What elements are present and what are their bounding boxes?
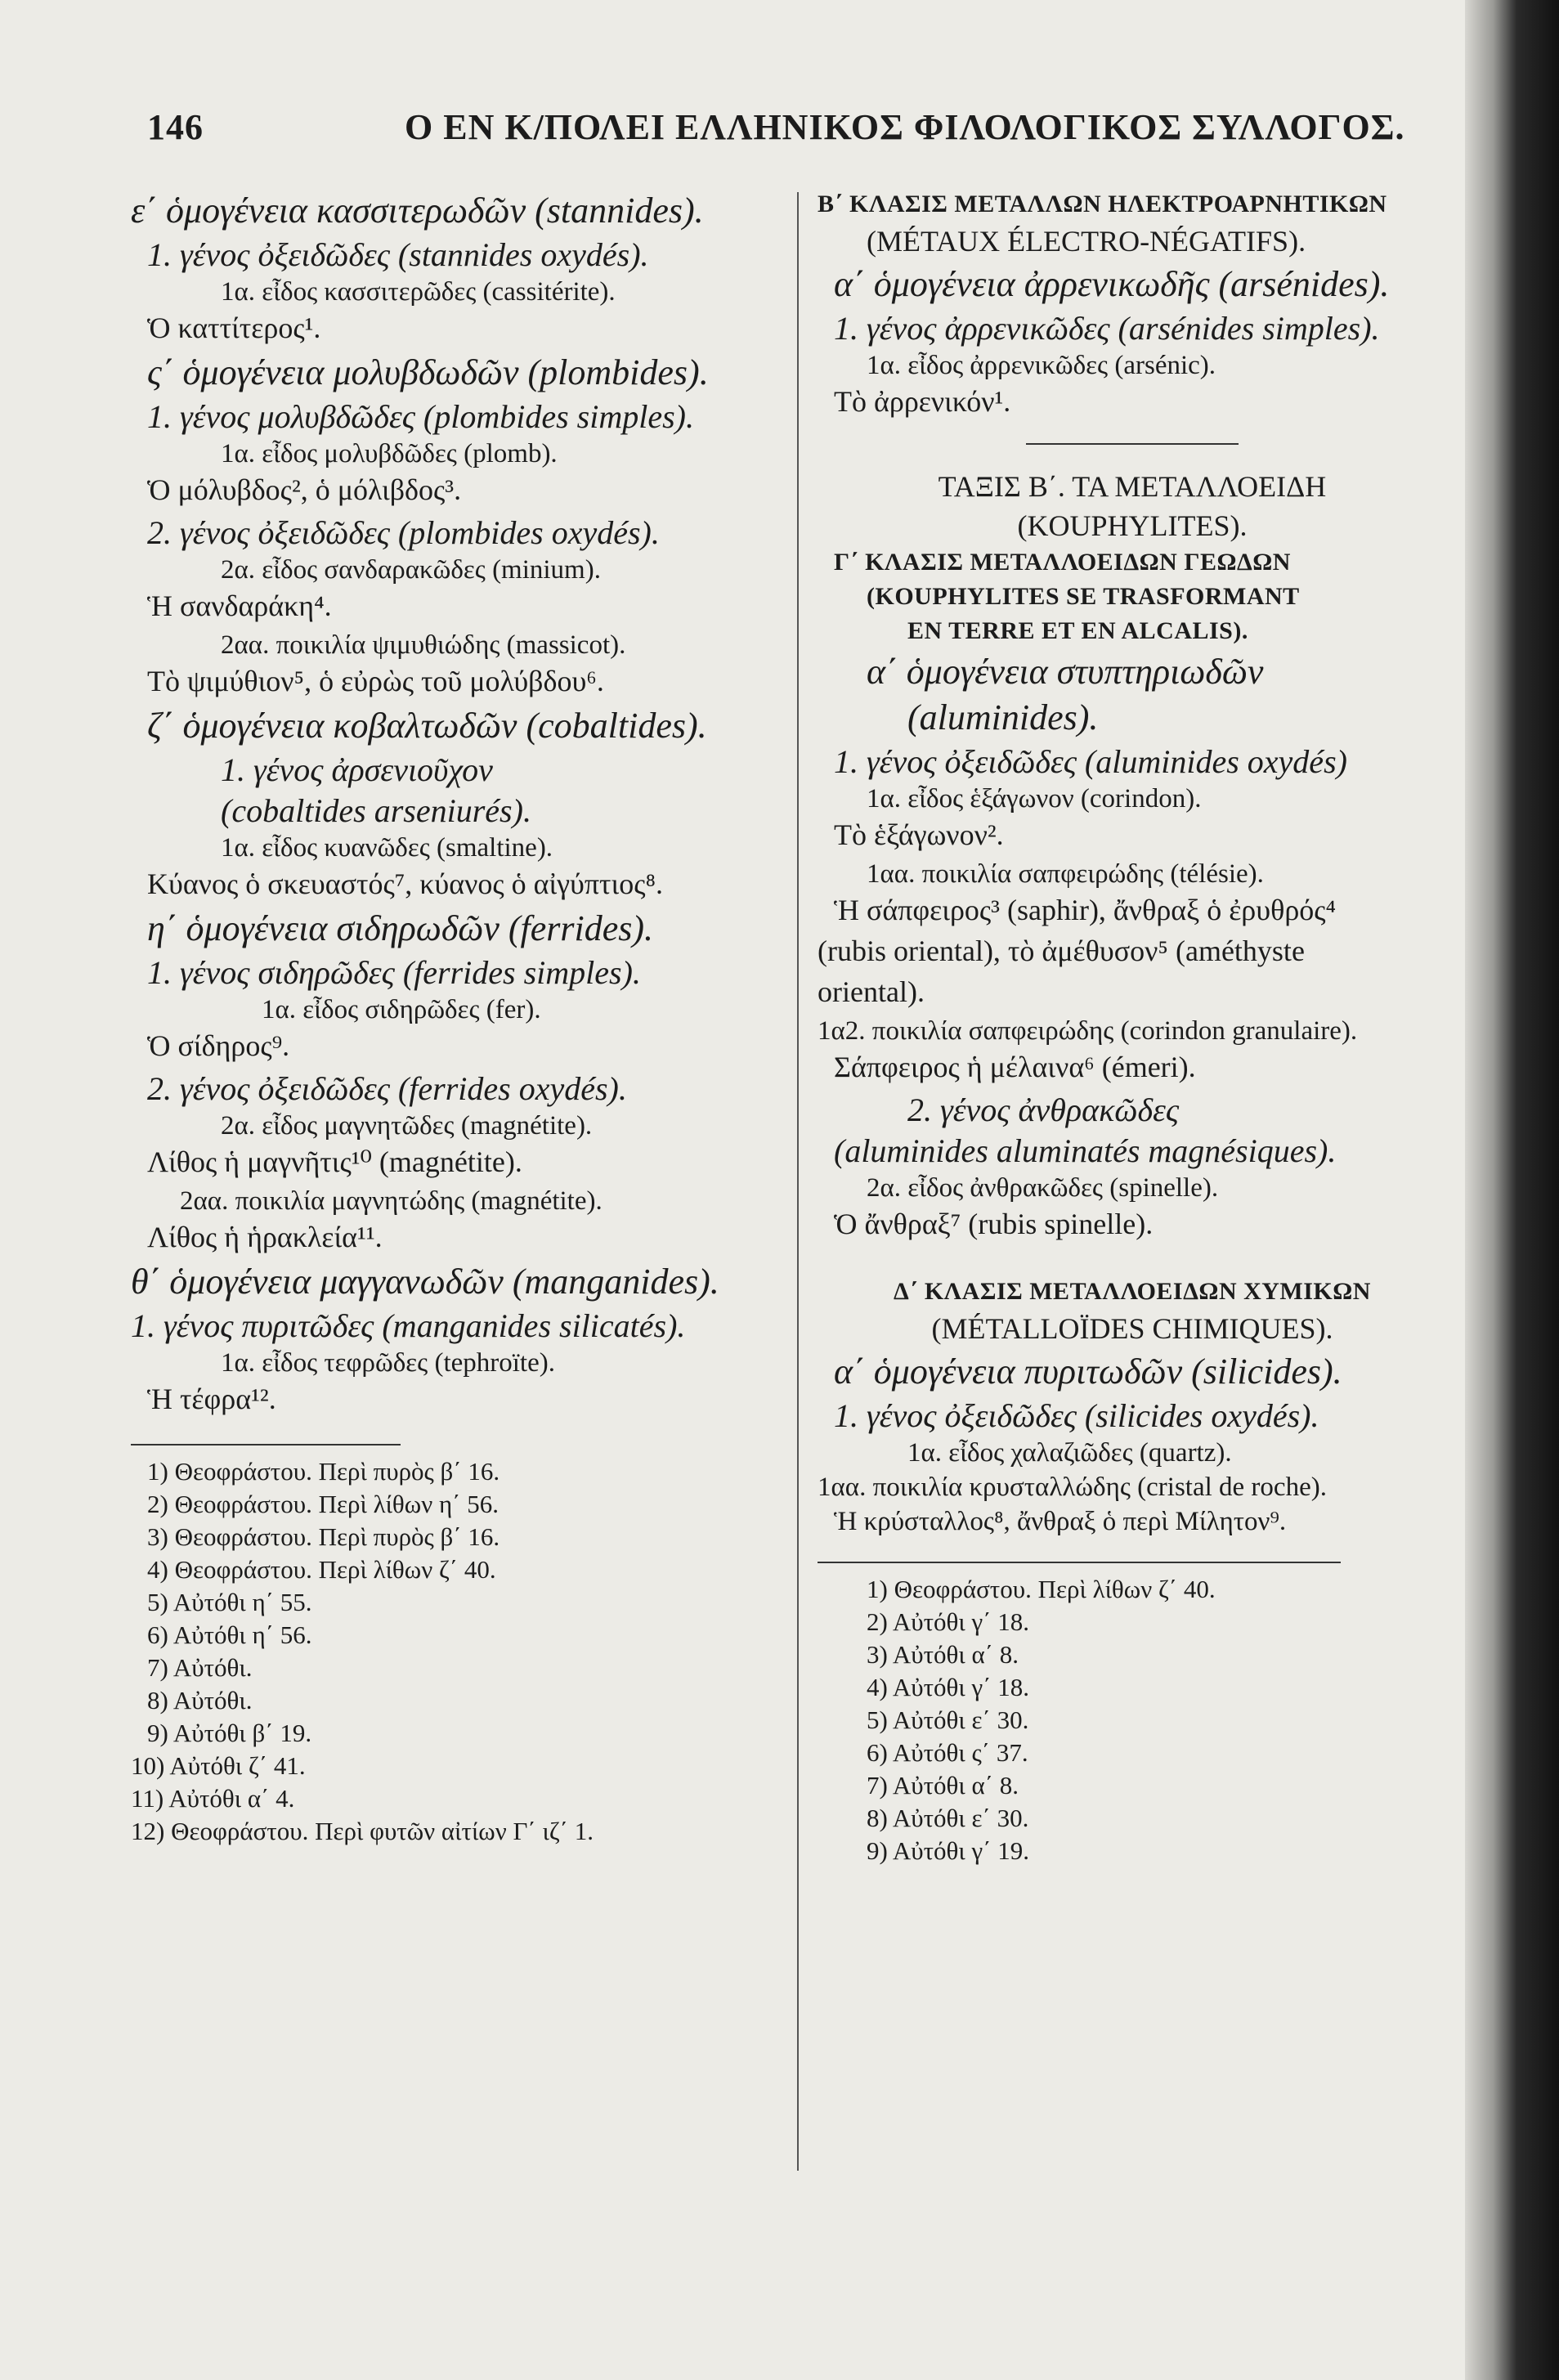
page-number: 146: [147, 107, 204, 147]
genus-heading: 1. γένος ὀξειδῶδες (aluminides oxydés): [834, 743, 1347, 780]
footnote: 1) Θεοφράστου. Περὶ λίθων ζ΄ 40.: [867, 1575, 1216, 1603]
right-column: [818, 190, 1447, 1869]
footnote: 4) Αὐτόθι γ΄ 18.: [867, 1673, 1030, 1701]
footnote: 1) Θεοφράστου. Περὶ πυρὸς β΄ 16.: [147, 1457, 500, 1486]
order-subtitle: (KOUPHYLITES).: [1017, 509, 1248, 542]
genus-heading: 1. γένος ὀξειδῶδες (silicides oxydés).: [834, 1397, 1319, 1434]
variety-line: 1α2. ποικιλία σαπφειρώδης (corindon granulaire).: [818, 1016, 1358, 1046]
ancient-name: Ὁ ἄνθραξ⁷ (rubis spinelle).: [834, 1208, 1154, 1240]
variety-line: 2αα. ποικιλία ψιμυθιώδης (massicot).: [221, 630, 626, 660]
footnote: 6) Αὐτόθι η΄ 56.: [147, 1620, 312, 1649]
ancient-name: Λίθος ἡ μαγνῆτις¹⁰ (magnétite).: [147, 1145, 522, 1178]
genus-heading: 1. γένος ἀρσενιοῦχον: [221, 751, 493, 788]
footnote: 2) Αὐτόθι γ΄ 18.: [867, 1607, 1030, 1636]
footnote: 4) Θεοφράστου. Περὶ λίθων ζ΄ 40.: [147, 1555, 496, 1584]
class-heading: Γ΄ ΚΛΑΣΙΣ ΜΕΤΑΛΛΟΕΙΔΩΝ ΓΕΩΔΩΝ: [834, 549, 1291, 576]
species-line: 1α. εἶδος τεφρῶδες (tephroïte).: [221, 1348, 555, 1378]
footnote: 9) Αὐτόθι γ΄ 19.: [867, 1836, 1030, 1865]
ancient-name: Κύανος ὁ σκευαστός⁷, κύανος ὁ αἰγύπτιος⁸.: [147, 867, 664, 900]
family-heading: ς΄ ὁμογένεια μολυβδωδῶν (plombides).: [147, 352, 709, 392]
footnote: 5) Αὐτόθι ε΄ 30.: [867, 1705, 1029, 1734]
footnote: 2) Θεοφράστου. Περὶ λίθων η΄ 56.: [147, 1490, 499, 1518]
footnote: 7) Αὐτόθι α΄ 8.: [867, 1771, 1019, 1800]
footnote: 6) Αὐτόθι ς΄ 37.: [867, 1738, 1028, 1767]
ancient-name: Ὁ μόλυβδος², ὁ μόλιβδος³.: [147, 473, 462, 506]
footnote: 10) Αὐτόθι ζ΄ 41.: [131, 1751, 306, 1780]
genus-heading: 1. γένος ὀξειδῶδες (stannides oxydés).: [147, 236, 649, 273]
family-heading: ζ΄ ὁμογένεια κοβαλτωδῶν (cobaltides).: [147, 706, 707, 746]
species-line: 1α. εἶδος κασσιτερῶδες (cassitérite).: [221, 277, 616, 307]
ancient-name-cont: oriental).: [818, 975, 925, 1008]
genus-heading: 1. γένος μολυβδῶδες (plombides simples).: [147, 398, 695, 435]
ancient-name: Ἡ σανδαράκη⁴.: [147, 589, 332, 622]
class-subtitle: (MÉTALLOÏDES CHIMIQUES).: [931, 1312, 1333, 1345]
family-heading: α΄ ὁμογένεια ἀρρενικωδῆς (arsénides).: [834, 264, 1390, 304]
running-header: [147, 106, 1405, 155]
footnote: 8) Αὐτόθι.: [147, 1686, 253, 1714]
family-heading-cont: (aluminides).: [907, 697, 1099, 737]
family-heading: η΄ ὁμογένεια σιδηρωδῶν (ferrides).: [147, 908, 654, 948]
column-divider: [797, 192, 799, 2171]
footnote: 8) Αὐτόθι ε΄ 30.: [867, 1804, 1029, 1832]
species-line: 1α. εἶδος ἑξάγωνον (corindon).: [867, 784, 1202, 814]
genus-heading: 1. γένος σιδηρῶδες (ferrides simples).: [147, 954, 641, 991]
ancient-name: Λίθος ἡ ἡρακλεία¹¹.: [147, 1221, 383, 1253]
genus-heading: 1. γένος πυριτῶδες (manganides silicatés).: [131, 1307, 686, 1344]
ancient-name: Ἡ σάπφειρος³ (saphir), ἄνθραξ ὁ ἐρυθρός⁴: [834, 894, 1337, 926]
species-line: 2α. εἶδος μαγνητῶδες (magnétite).: [221, 1111, 593, 1141]
genus-heading: 2. γένος ὀξειδῶδες (plombides oxydés).: [147, 514, 660, 551]
genus-heading: 2. γένος ἀνθρακῶδες: [907, 1091, 1180, 1128]
species-line: 1α. εἶδος χαλαζιῶδες (quartz).: [907, 1438, 1232, 1468]
variety-line: 1αα. ποικιλία κρυσταλλώδης (cristal de roche).: [818, 1472, 1327, 1502]
genus-heading: 1. γένος ἀρρενικῶδες (arsénides simples).: [834, 310, 1380, 347]
genus-heading: 2. γένος ὀξειδῶδες (ferrides oxydés).: [147, 1070, 627, 1107]
ancient-name: Ἡ κρύσταλλος⁸, ἄνθραξ ὁ περὶ Μίλητον⁹.: [834, 1507, 1287, 1536]
species-line: 2α. εἶδος σανδαρακῶδες (minium).: [221, 555, 601, 585]
family-heading: ε΄ ὁμογένεια κασσιτερωδῶν (stannides).: [131, 190, 704, 231]
family-heading: θ΄ ὁμογένεια μαγγανωδῶν (manganides).: [131, 1262, 719, 1302]
class-subtitle-cont: EN TERRE ET EN ALCALIS).: [907, 617, 1248, 644]
ancient-name: Ὁ σίδηρος⁹.: [147, 1029, 290, 1062]
ancient-name: Τὸ ἑξάγωνον².: [834, 818, 1004, 851]
left-column: [131, 190, 777, 1849]
species-line: 1α. εἶδος μολυβδῶδες (plomb).: [221, 439, 558, 468]
running-title: Ο ΕΝ Κ/ΠΟΛΕΙ ΕΛΛΗΝΙΚΟΣ ΦΙΛΟΛΟΓΙΚΟΣ ΣΥΛΛΟΓΟΣ.: [405, 107, 1405, 147]
ancient-name-cont: (rubis oriental), τὸ ἀμέθυσον⁵ (améthyste: [818, 935, 1305, 967]
ancient-name: Σάπφειρος ἡ μέλαινα⁶ (émeri).: [834, 1051, 1196, 1083]
footnote-rule: [131, 1444, 401, 1445]
spacer: [818, 1248, 1447, 1277]
section-rule: [1026, 443, 1239, 445]
class-heading: Β΄ ΚΛΑΣΙΣ ΜΕΤΑΛΛΩΝ ΗΛΕΚΤΡΟΑΡΝΗΤΙΚΩΝ: [818, 190, 1387, 217]
class-subtitle: (KOUPHYLITES SE TRASFORMANT: [867, 583, 1300, 610]
footnote: 3) Θεοφράστου. Περὶ πυρὸς β΄ 16.: [147, 1522, 500, 1551]
order-heading: ΤΑΞΙΣ Β΄. ΤΑ ΜΕΤΑΛΛΟΕΙΔΗ: [938, 470, 1327, 503]
footnote: 7) Αὐτόθι.: [147, 1653, 253, 1682]
species-line: 1α. εἶδος σιδηρῶδες (fer).: [262, 995, 541, 1024]
footnote: 11) Αὐτόθι α΄ 4.: [131, 1784, 295, 1813]
genus-heading-cont: (aluminides aluminatés magnésiques).: [834, 1132, 1337, 1169]
class-heading: Δ΄ ΚΛΑΣΙΣ ΜΕΤΑΛΛΟΕΙΔΩΝ ΧΥΜΙΚΩΝ: [894, 1278, 1371, 1305]
footnote: 12) Θεοφράστου. Περὶ φυτῶν αἰτίων Γ΄ ιζ΄ 1.: [131, 1817, 594, 1845]
footnote: 5) Αὐτόθι η΄ 55.: [147, 1588, 312, 1616]
variety-line: 1αα. ποικιλία σαπφειρώδης (télésie).: [867, 859, 1264, 889]
variety-line: 2αα. ποικιλία μαγνητώδης (magnétite).: [180, 1186, 603, 1216]
page-edge-shadow: [1465, 0, 1559, 2380]
footnote: 3) Αὐτόθι α΄ 8.: [867, 1640, 1019, 1669]
footnote: 9) Αὐτόθι β΄ 19.: [147, 1719, 312, 1747]
species-line: 1α. εἶδος ἀρρενικῶδες (arsénic).: [867, 351, 1216, 380]
family-heading: α΄ ὁμογένεια στυπτηριωδῶν: [867, 652, 1264, 692]
class-subtitle: (MÉTAUX ÉLECTRO-NÉGATIFS).: [867, 225, 1306, 258]
footnote-rule: [818, 1562, 1341, 1563]
family-heading: α΄ ὁμογένεια πυριτωδῶν (silicides).: [834, 1351, 1342, 1392]
species-line: 2α. εἶδος ἀνθρακῶδες (spinelle).: [867, 1173, 1219, 1203]
ancient-name: Τὸ ἀρρενικόν¹.: [834, 385, 1011, 418]
genus-heading-cont: (cobaltides arseniurés).: [221, 792, 531, 829]
ancient-name: Ἡ τέφρα¹².: [147, 1383, 276, 1415]
ancient-name: Τὸ ψιμύθιον⁵, ὁ εὐρὼς τοῦ μολύβδου⁶.: [147, 665, 604, 697]
species-line: 1α. εἶδος κυανῶδες (smaltine).: [221, 833, 553, 863]
ancient-name: Ὁ καττίτερος¹.: [147, 312, 321, 344]
